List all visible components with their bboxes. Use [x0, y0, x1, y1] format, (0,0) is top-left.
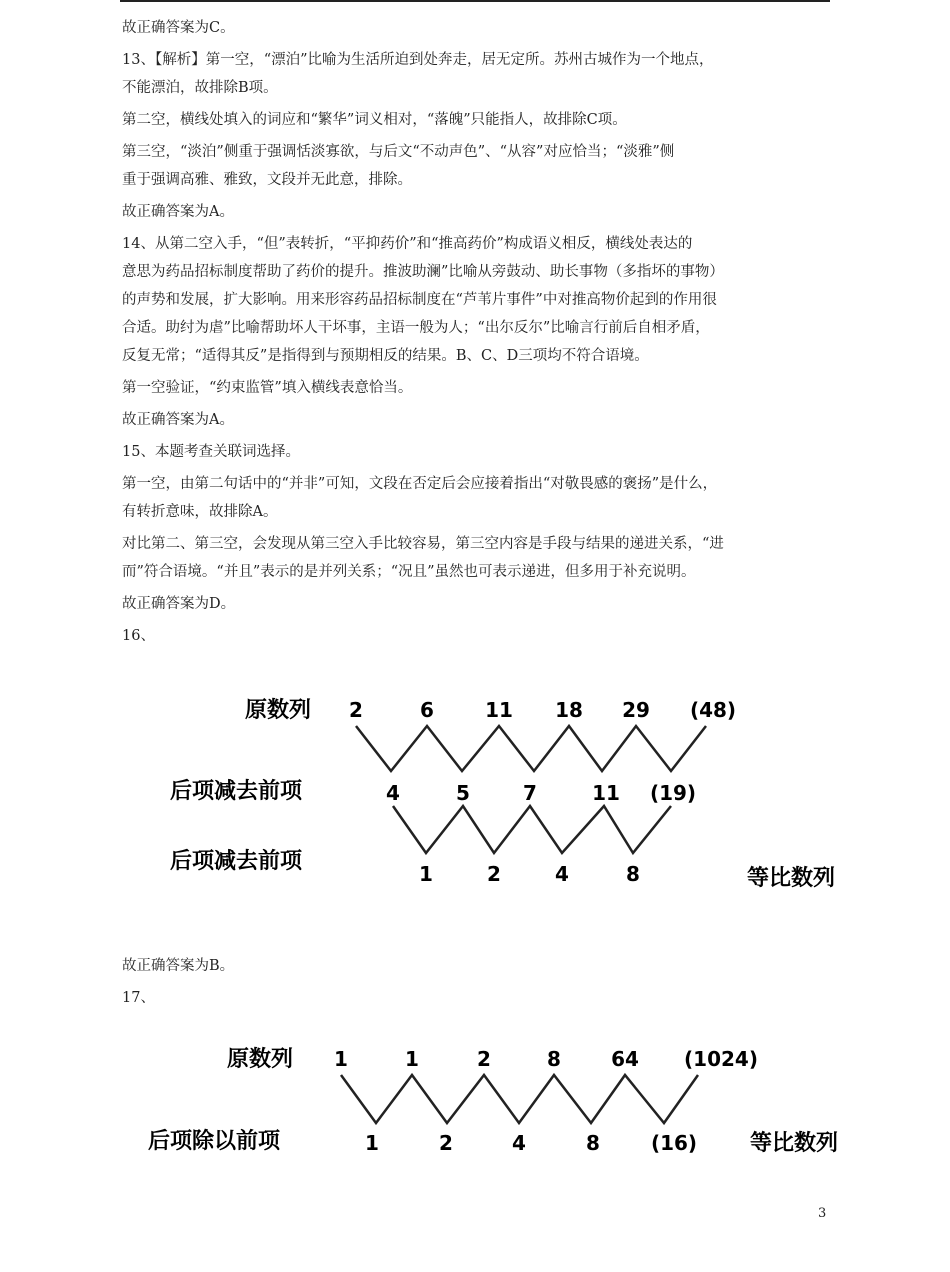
- difference-term: (19): [649, 781, 697, 805]
- sequence-term: 2: [477, 1047, 491, 1071]
- text-line: 故正确答案为C。: [122, 20, 235, 36]
- zigzag-line: [341, 1075, 698, 1123]
- sequence-diagram-16: [0, 680, 950, 900]
- sequence-term: 1: [405, 1047, 419, 1071]
- sequence-term: 18: [555, 698, 583, 722]
- text-line: 故正确答案为B。: [122, 958, 235, 974]
- ratio-term: (16): [650, 1131, 698, 1155]
- sequence-term: 1: [334, 1047, 348, 1071]
- zigzag-line-1: [356, 726, 706, 771]
- text-line: 合适。助纣为虐”比喻帮助坏人干坏事，主语一般为人；“出尔反尔”比喻言行前后自相矛盾，: [122, 320, 710, 336]
- text-line: 意思为药品招标制度帮助了药价的提升。推波助澜”比喻从旁鼓动、助长事物（多指坏的事物）: [122, 264, 724, 280]
- geometric-sequence-note: 等比数列: [747, 866, 836, 891]
- top-rule: [120, 0, 830, 2]
- text-line: 15、本题考查关联词选择。: [122, 444, 300, 460]
- text-line: 有转折意味，故排除A。: [122, 504, 278, 520]
- text-line: 16、: [122, 628, 155, 644]
- difference-term: 5: [456, 781, 470, 805]
- ratio-term: 1: [365, 1131, 379, 1155]
- text-line: 第三空，“淡泊”侧重于强调恬淡寡欲，与后文“不动声色”、“从容”对应恰当；“淡雅”侧: [122, 144, 675, 160]
- text-line: 故正确答案为A。: [122, 412, 234, 428]
- text-line: 反复无常；“适得其反”是指得到与预期相反的结果。B、C、D三项均不符合语境。: [122, 348, 649, 364]
- row1-label: 原数列: [245, 698, 312, 723]
- row1-label: 原数列: [227, 1047, 294, 1072]
- second-difference-term: 1: [419, 862, 433, 886]
- geometric-sequence-note: 等比数列: [750, 1131, 839, 1156]
- row3-label: 后项减去前项: [170, 849, 303, 874]
- sequence-term: 11: [485, 698, 513, 722]
- difference-term: 4: [386, 781, 400, 805]
- page-number: 3: [818, 1206, 827, 1221]
- sequence-term: 64: [611, 1047, 639, 1071]
- difference-term: 7: [523, 781, 537, 805]
- text-line: 的声势和发展，扩大影响。用来形容药品招标制度在“芦苇片事件”中对推高物价起到的作用很: [122, 292, 717, 308]
- sequence-term: (48): [689, 698, 737, 722]
- text-line: 17、: [122, 990, 155, 1006]
- sequence-term: 6: [420, 698, 434, 722]
- row2-label: 后项减去前项: [170, 779, 303, 804]
- second-difference-term: 2: [487, 862, 501, 886]
- sequence-term: 8: [547, 1047, 561, 1071]
- sequence-diagram-17: [0, 1030, 950, 1170]
- text-line: 对比第二、第三空，会发现从第三空入手比较容易，第三空内容是手段与结果的递进关系，“进: [122, 536, 724, 552]
- sequence-term: 2: [349, 698, 363, 722]
- text-line: 第一空验证，“约束监管”填入横线表意恰当。: [122, 380, 413, 396]
- text-line: 故正确答案为D。: [122, 596, 236, 612]
- text-line: 第一空，由第二句话中的“并非”可知，文段在否定后会应接着指出“对敬畏感的褒扬”是什么，: [122, 476, 718, 492]
- sequence-term: 29: [622, 698, 650, 722]
- text-line: 14、从第二空入手，“但”表转折，“平抑药价”和“推高药价”构成语义相反，横线处表达的: [122, 236, 693, 252]
- text-line: 第二空，横线处填入的词应和“繁华”词义相对，“落魄”只能指人，故排除C项。: [122, 112, 627, 128]
- ratio-term: 4: [512, 1131, 526, 1155]
- text-line: 重于强调高雅、雅致，文段并无此意，排除。: [122, 172, 412, 188]
- difference-term: 11: [592, 781, 620, 805]
- text-line: 不能漂泊，故排除B项。: [122, 80, 278, 96]
- ratio-term: 8: [586, 1131, 600, 1155]
- text-line: 故正确答案为A。: [122, 204, 234, 220]
- second-difference-term: 4: [555, 862, 569, 886]
- row2-label: 后项除以前项: [148, 1129, 281, 1154]
- second-difference-term: 8: [626, 862, 640, 886]
- zigzag-line-2: [393, 806, 671, 853]
- sequence-term: (1024): [684, 1047, 758, 1071]
- text-line: 13、【解析】第一空，“漂泊”比喻为生活所迫到处奔走，居无定所。苏州古城作为一个地点，: [122, 52, 714, 68]
- ratio-term: 2: [439, 1131, 453, 1155]
- text-line: 而”符合语境。“并且”表示的是并列关系；“况且”虽然也可表示递进，但多用于补充说明。: [122, 564, 696, 580]
